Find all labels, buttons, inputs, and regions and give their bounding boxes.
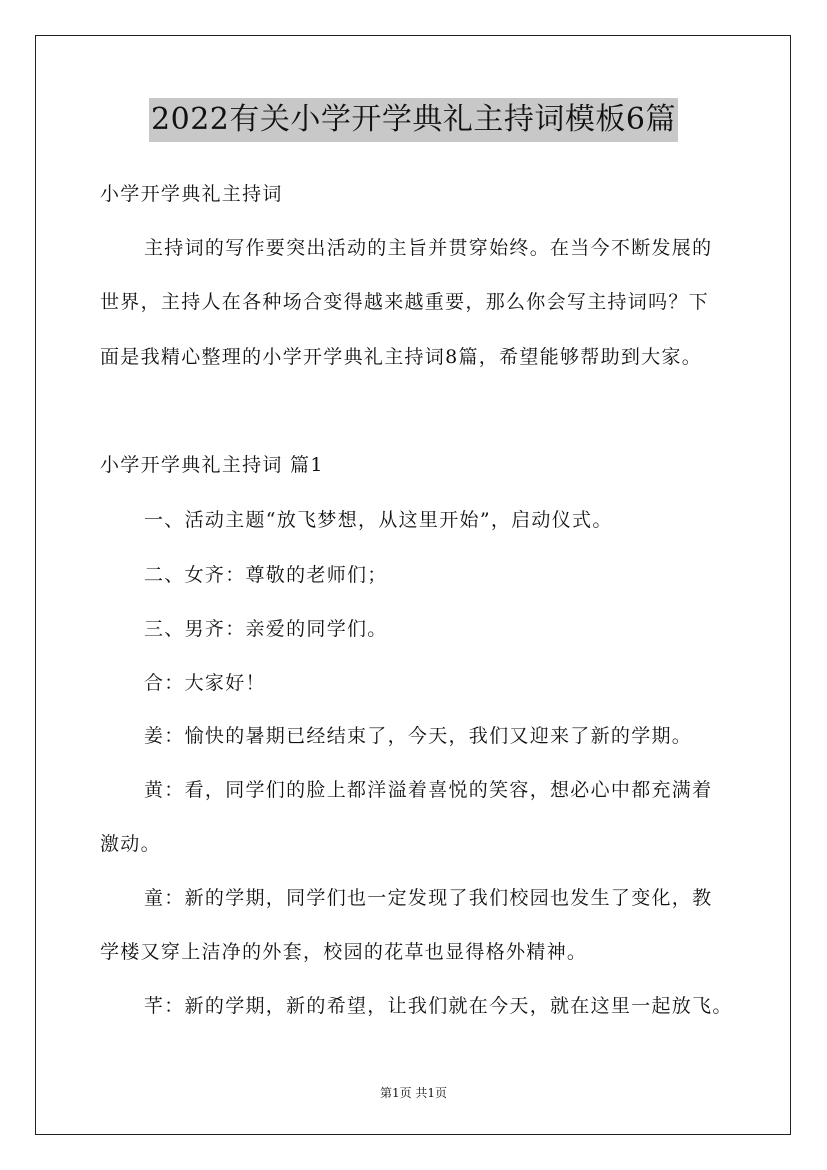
document-title: 2022有关小学开学典礼主持词模板6篇 [149, 98, 678, 142]
section-heading: 小学开学典礼主持词 [100, 183, 283, 205]
body-line: 合：大家好！ [144, 672, 266, 694]
title-container [0, 98, 827, 142]
intro-line: 面是我精心整理的小学开学典礼主持词8篇，希望能够帮助到大家。 [100, 346, 703, 368]
body-line: 姜：愉快的暑期已经结束了，今天，我们又迎来了新的学期。 [144, 725, 693, 747]
part-heading: 小学开学典礼主持词 篇1 [100, 454, 324, 476]
body-line: 激动。 [100, 833, 161, 855]
page-footer: 第1页 共1页 [379, 1086, 448, 1100]
body-line: 黄：看，同学们的脸上都洋溢着喜悦的笑容，想必心中都充满着 [144, 779, 713, 801]
body-line: 童：新的学期，同学们也一定发现了我们校园也发生了变化，教 [144, 887, 713, 909]
body-line: 二、女齐：尊敬的老师们； [144, 564, 388, 586]
intro-line: 主持词的写作要突出活动的主旨并贯穿始终。在当今不断发展的 [144, 237, 713, 259]
body-line: 芊：新的学期，新的希望，让我们就在今天，就在这里一起放飞。 [144, 995, 733, 1017]
body-line: 一、活动主题“放飞梦想，从这里开始”，启动仪式。 [144, 509, 613, 531]
intro-line: 世界，主持人在各种场合变得越来越重要，那么你会写主持词吗？下 [100, 291, 710, 313]
body-line: 学楼又穿上洁净的外套，校园的花草也显得格外精神。 [100, 941, 588, 963]
body-line: 三、男齐：亲爱的同学们。 [144, 618, 388, 640]
